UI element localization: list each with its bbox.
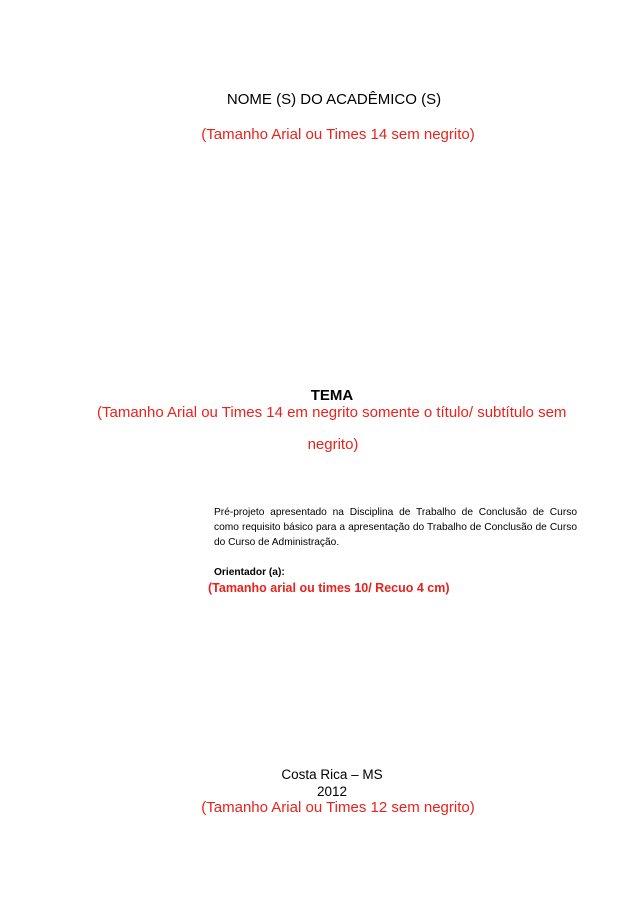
advisor-label: Orientador (a): — [214, 567, 285, 578]
author-format-note: (Tamanho Arial ou Times 14 sem negrito) — [201, 126, 475, 143]
project-description: Pré-projeto apresentado na Disciplina de Trabalho de Conclusão de Curso como requisito básico para a apresentação do Trabalho de Conclusão de Curso do Curso de Administração. — [214, 507, 577, 548]
author-name: NOME (S) DO ACADÊMICO (S) — [226, 91, 442, 108]
advisor-format-note: (Tamanho arial ou times 10/ Recuo 4 cm) — [208, 581, 450, 595]
city-line: Costa Rica – MS — [281, 767, 383, 782]
year-line: 2012 — [316, 784, 348, 799]
theme-title: TEMA — [310, 387, 354, 404]
theme-format-note-line1: (Tamanho Arial ou Times 14 em negrito somente o título/ subtítulo sem — [97, 404, 567, 421]
footer-format-note: (Tamanho Arial ou Times 12 sem negrito) — [201, 799, 475, 816]
theme-format-note-line2: negrito) — [307, 436, 359, 453]
